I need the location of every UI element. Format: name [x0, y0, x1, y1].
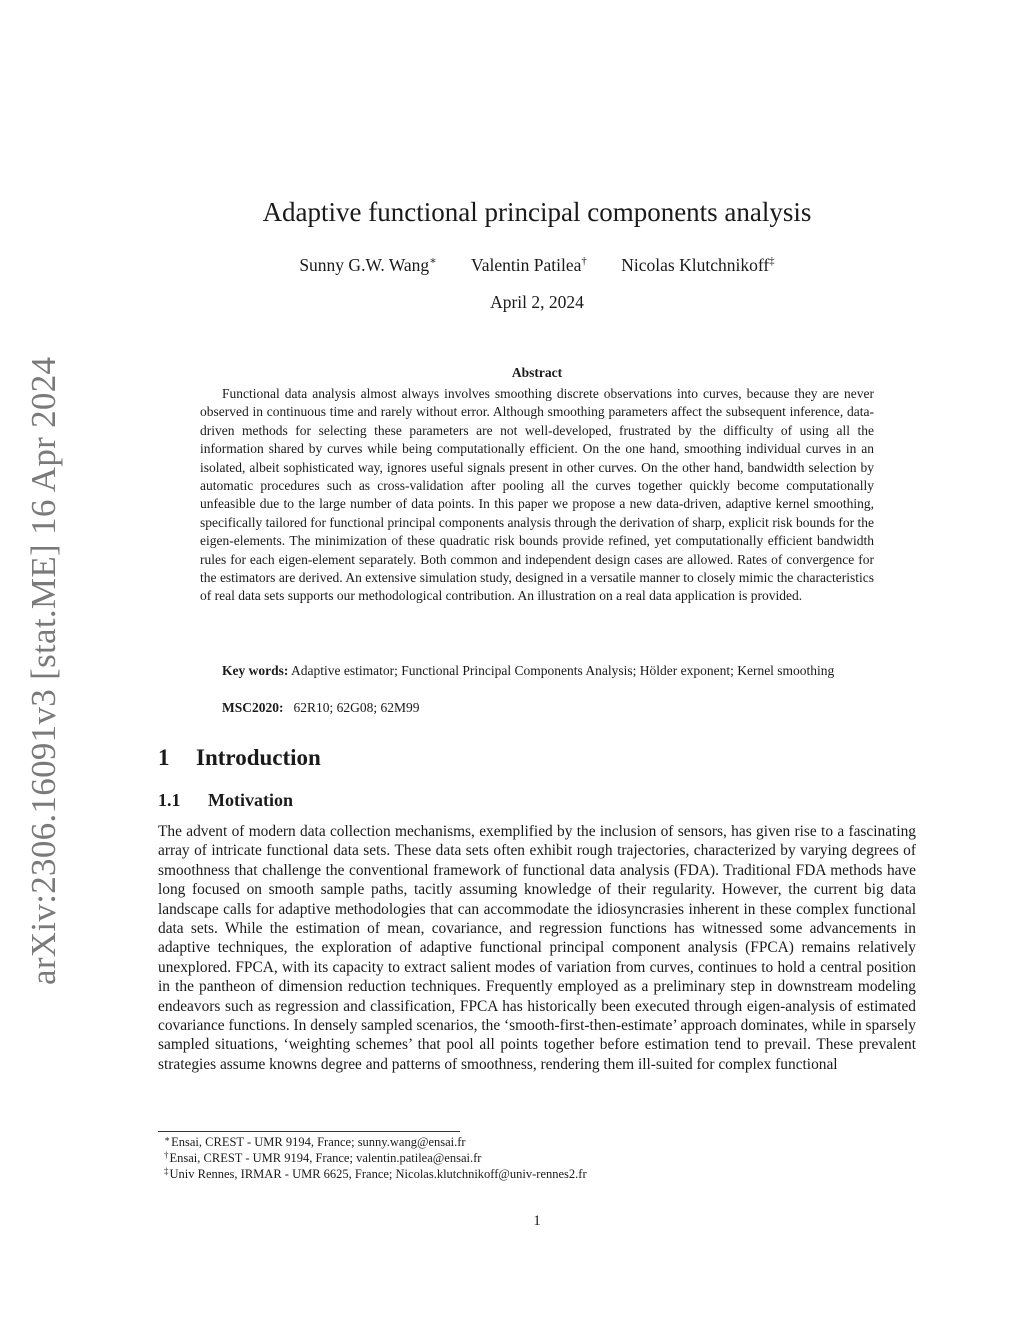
subsection-title: Motivation: [208, 790, 293, 810]
footnote-2: [158, 1150, 916, 1166]
arxiv-identifier-stamp: arXiv:2306.16091v3 [stat.ME] 16 Apr 2024: [24, 356, 63, 985]
msc-codes: 62R10; 62G08; 62M99: [293, 700, 420, 715]
author-list: [150, 253, 924, 277]
msc-line: [222, 699, 420, 717]
affiliation-mark: ∗: [429, 255, 437, 267]
paper-title: Adaptive functional principal components analysis: [262, 197, 812, 227]
footnote-text: Ensai, CREST - UMR 9194, France; valentin.patilea@ensai.fr: [169, 1151, 482, 1165]
footnote-3: [158, 1166, 916, 1182]
footnote-mark: ‡: [164, 1166, 169, 1176]
keywords-line: [200, 662, 874, 680]
msc-label: MSC2020:: [222, 700, 284, 715]
publication-date: April 2, 2024: [490, 292, 584, 312]
motivation-paragraph: The advent of modern data collection mechanisms, exemplified by the inclusion of sensors, has given rise to a fascinating array of intricate functional data sets. These data sets often exhibit rough trajectories, characterized by varying degrees of smoothness that challenge the conventional framework of functional data analysis (FDA). Traditional FDA methods have long focused on smooth sample paths, tacitly assuming knowledge of their regularity. However, the current big data landscape calls for adaptive methodologies that can accommodate the idiosyncrasies inherent in these complex functional data sets. While the estimation of mean, covariance, and regression functions has witnessed some advancements in adaptive techniques, the exploration of adaptive functional principal component analysis (FPCA) remains relatively unexplored. FPCA, with its capacity to extract salient modes of variation from curves, continues to hold a central position in the pantheon of dimension reduction techniques. Frequently employed as a preliminary step in downstream modeling endeavors such as regression and classification, FPCA has historically been executed through eigen-analysis of estimated covariance functions. In densely sampled scenarios, the ‘smooth-first-then-estimate’ approach dominates, while in sparsely sampled situations, ‘weighting schemes’ that pool all points together before estimation tend to prevail. These prevalent strategies assume knowns degree and patterns of smoothness, rendering them ill-suited for complex functional: [158, 823, 916, 1073]
affiliation-mark: ‡: [769, 255, 775, 267]
footnote-divider: [158, 1131, 460, 1132]
author-klutchnikoff: [621, 253, 774, 277]
page-number: 1: [533, 1213, 541, 1229]
section-number: 1: [158, 745, 170, 770]
author-wang: [299, 253, 436, 277]
abstract-heading: Abstract: [511, 365, 563, 380]
subsection-number: 1.1: [158, 790, 181, 810]
abstract-text: Functional data analysis almost always involves smoothing discrete observations into curves, because they are never observed in continuous time and rarely without error. Although smoothing parameters affect the subsequent inference, data-driven methods for selecting these parameters are not well-developed, frustrated by the difficulty of using all the information shared by curves while being computationally efficient. On the one hand, smoothing individual curves in an isolated, albeit sophisticated way, ignores useful signals present in other curves. On the other hand, bandwidth selection by automatic procedures such as cross-validation after pooling all the curves together quickly become computationally unfeasible due to the large number of data points. In this paper we propose a new data-driven, adaptive kernel smoothing, specifically tailored for functional principal components analysis through the derivation of sharp, explicit risk bounds for the eigen-elements. The minimization of these quadratic risk bounds provide refined, yet computationally efficient bandwidth rules for each eigen-element separately. Both common and independent design cases are allowed. Rates of convergence for the estimators are derived. An extensive simulation study, designed in a versatile manner to closely mimic the characteristics of real data sets supports our methodological contribution. An illustration on a real data application is provided.: [200, 386, 874, 604]
author-patilea: [471, 253, 587, 277]
footnote-mark: ∗: [164, 1134, 171, 1144]
affiliation-mark: †: [581, 255, 587, 267]
keywords-text: Adaptive estimator; Functional Principal Components Analysis; Hölder exponent; Kernel smoothing: [291, 663, 835, 678]
author-name: Valentin Patilea: [471, 255, 582, 275]
footnote-text: Ensai, CREST - UMR 9194, France; sunny.wang@ensai.fr: [171, 1135, 466, 1149]
author-name: Sunny G.W. Wang: [299, 255, 430, 275]
keywords-label: Key words:: [222, 663, 289, 678]
footnotes: [158, 1134, 916, 1182]
author-name: Nicolas Klutchnikoff: [621, 255, 770, 275]
section-heading-introduction: [158, 743, 321, 773]
footnote-mark: †: [164, 1150, 169, 1160]
subsection-heading-motivation: [158, 788, 293, 812]
footnote-1: [158, 1134, 916, 1150]
footnote-text: Univ Rennes, IRMAR - UMR 6625, France; Nicolas.klutchnikoff@univ-rennes2.fr: [169, 1167, 587, 1181]
section-title: Introduction: [196, 745, 321, 770]
